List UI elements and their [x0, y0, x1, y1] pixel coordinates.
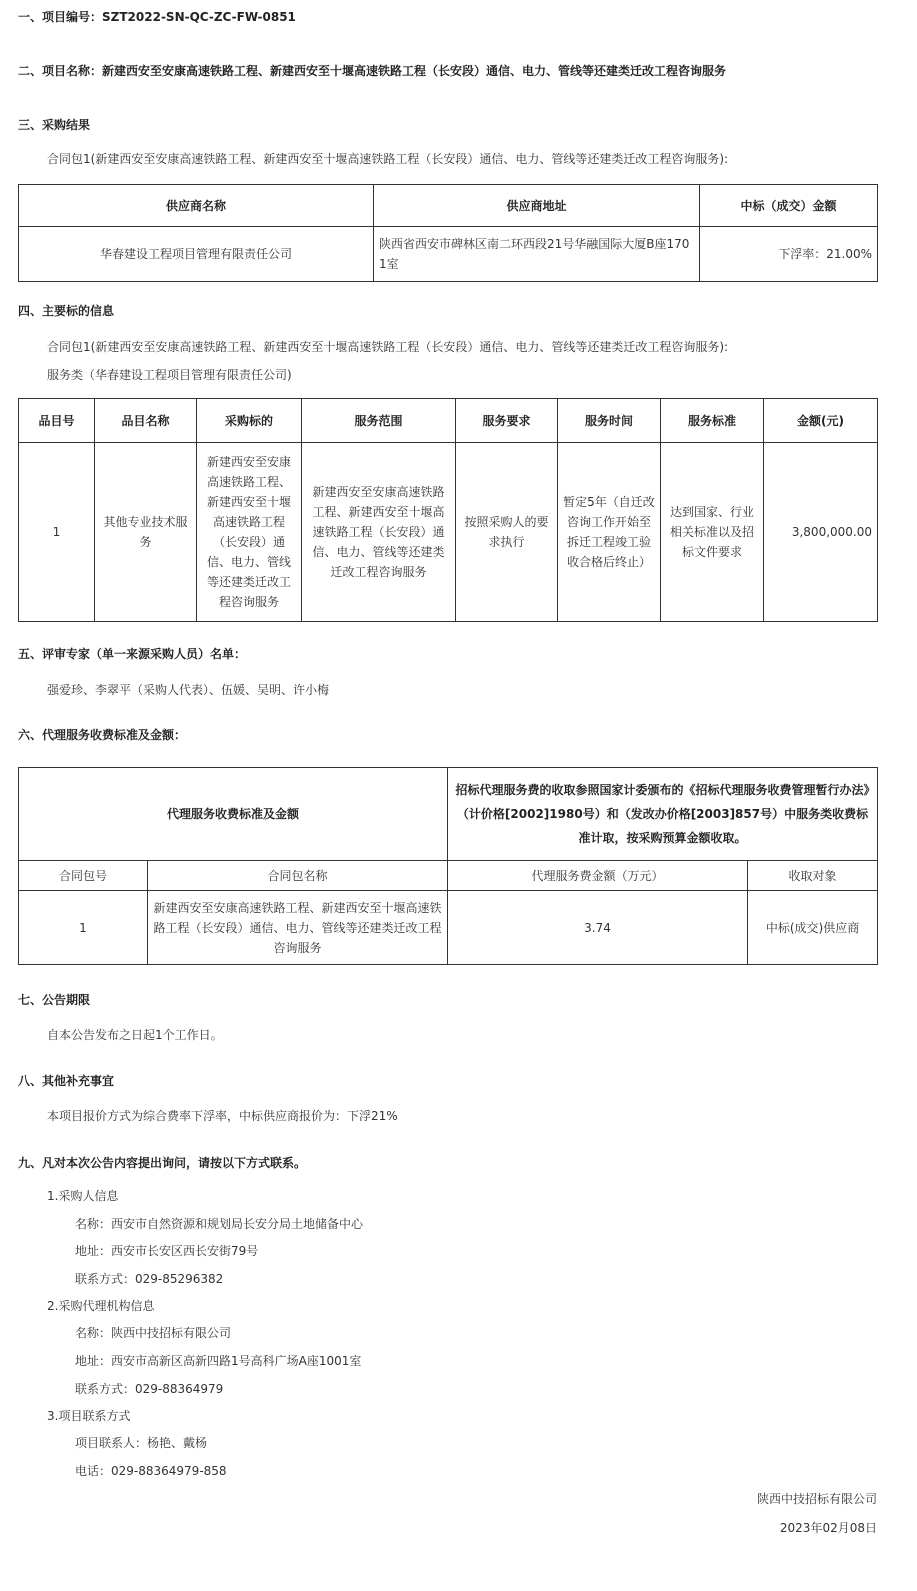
header-supplier-name: 供应商名称	[19, 185, 374, 227]
footer-org: 陕西中技招标有限公司	[756, 1492, 877, 1506]
subject-table	[18, 398, 878, 622]
header-time: 服务时间	[558, 399, 661, 443]
table-row	[19, 227, 878, 282]
section-8-title: 八、其他补充事宜	[18, 1074, 115, 1088]
section-9-title: 九、凡对本次公告内容提出询问，请按以下方式联系。	[18, 1156, 307, 1170]
header-requirement: 服务要求	[456, 399, 558, 443]
project-name	[18, 63, 726, 79]
agency-fee-subheader	[19, 861, 878, 891]
section-6-title: 六、代理服务收费标准及金额：	[18, 728, 187, 742]
footer-date: 2023年02月08日	[779, 1521, 877, 1535]
project-number-label: 一、项目编号：	[18, 10, 103, 24]
buyer-phone: 联系方式：029-85296382	[75, 1272, 224, 1286]
fee-target: 中标(成交)供应商	[748, 891, 878, 965]
agency-fee-left-header: 代理服务收费标准及金额	[19, 768, 448, 861]
agency-fee-header	[19, 768, 878, 861]
header-fee: 代理服务费金额（万元）	[448, 861, 748, 891]
agent-phone: 联系方式：029-88364979	[75, 1382, 224, 1396]
project-name-value: 新建西安至安康高速铁路工程、新建西安至十堰高速铁路工程（长安段）通信、电力、管线等还建类迁改工程咨询服务	[102, 64, 727, 78]
expert-names: 强爱珍、李翠平（采购人代表）、伍媛、吴明、许小梅	[47, 683, 330, 697]
header-package-no: 合同包号	[19, 861, 148, 891]
header-subject: 采购标的	[197, 399, 302, 443]
supplementary-info: 本项目报价方式为综合费率下浮率，中标供应商报价为：下浮21%	[47, 1109, 398, 1123]
contact-person: 项目联系人：杨艳、戴杨	[75, 1436, 208, 1450]
supplier-name: 华春建设工程项目管理有限责任公司	[19, 227, 374, 282]
agency-fee-table	[18, 767, 878, 965]
item-standard: 达到国家、行业相关标准以及招标文件要求	[661, 443, 764, 622]
notice-period: 自本公告发布之日起1个工作日。	[47, 1028, 223, 1042]
header-supplier-address: 供应商地址	[374, 185, 700, 227]
section-3-title: 三、采购结果	[18, 118, 91, 132]
package-name: 新建西安至安康高速铁路工程、新建西安至十堰高速铁路工程（长安段）通信、电力、管线等还建类迁改工程咨询服务	[148, 891, 448, 965]
agency-fee: 3.74	[448, 891, 748, 965]
project-number	[18, 9, 296, 25]
agent-address: 地址：西安市高新区高新四路1号高科广场A座1001室	[75, 1354, 362, 1368]
table-row	[19, 891, 878, 965]
bid-amount: 下浮率：21.00%	[700, 227, 878, 282]
agent-name: 名称：陕西中技招标有限公司	[75, 1326, 232, 1340]
result-table-header	[19, 185, 878, 227]
section-4-category-line: 服务类（华春建设工程项目管理有限责任公司)	[47, 368, 292, 382]
contact-phone: 电话：029-88364979-858	[75, 1464, 227, 1478]
header-amount: 金额(元)	[764, 399, 878, 443]
header-standard: 服务标准	[661, 399, 764, 443]
buyer-name: 名称：西安市自然资源和规划局长安分局土地储备中心	[75, 1217, 364, 1231]
agent-title: 2.采购代理机构信息	[47, 1299, 155, 1313]
table-row	[19, 443, 878, 622]
header-bid-amount: 中标（成交）金额	[700, 185, 878, 227]
header-item-name: 品目名称	[95, 399, 197, 443]
section-5-title: 五、评审专家（单一来源采购人员）名单：	[18, 647, 247, 661]
section-4-package-line: 合同包1(新建西安至安康高速铁路工程、新建西安至十堰高速铁路工程（长安段）通信、电力、管线等还建类迁改工程咨询服务):	[47, 340, 729, 354]
header-package-name: 合同包名称	[148, 861, 448, 891]
item-subject: 新建西安至安康高速铁路工程、新建西安至十堰高速铁路工程（长安段）通信、电力、管线等还建类迁改工程咨询服务	[197, 443, 302, 622]
agency-fee-right-header: 招标代理服务费的收取参照国家计委颁布的《招标代理服务收费管理暂行办法》（计价格[2002]1980号）和（发改办价格[2003]857号）中服务类收费标准计取，按采购预算金额收取。	[448, 768, 878, 861]
project-name-label: 二、项目名称：	[18, 64, 103, 78]
header-item-no: 品目号	[19, 399, 95, 443]
contact-title: 3.项目联系方式	[47, 1409, 131, 1423]
package-no: 1	[19, 891, 148, 965]
header-scope: 服务范围	[302, 399, 456, 443]
buyer-address: 地址：西安市长安区西长安街79号	[75, 1244, 259, 1258]
section-3-package-line: 合同包1(新建西安至安康高速铁路工程、新建西安至十堰高速铁路工程（长安段）通信、电力、管线等还建类迁改工程咨询服务):	[47, 152, 729, 166]
item-scope: 新建西安至安康高速铁路工程、新建西安至十堰高速铁路工程（长安段）通信、电力、管线等还建类迁改工程咨询服务	[302, 443, 456, 622]
item-requirement: 按照采购人的要求执行	[456, 443, 558, 622]
section-4-title: 四、主要标的信息	[18, 304, 115, 318]
item-no: 1	[19, 443, 95, 622]
item-time: 暂定5年（自迁改咨询工作开始至拆迁工程竣工验收合格后终止）	[558, 443, 661, 622]
item-name: 其他专业技术服务	[95, 443, 197, 622]
section-7-title: 七、公告期限	[18, 993, 91, 1007]
buyer-title: 1.采购人信息	[47, 1189, 119, 1203]
supplier-address: 陕西省西安市碑林区南二环西段21号华融国际大厦B座1701室	[374, 227, 700, 282]
result-table	[18, 184, 878, 282]
header-target: 收取对象	[748, 861, 878, 891]
item-amount: 3,800,000.00	[764, 443, 878, 622]
project-number-value: SZT2022-SN-QC-ZC-FW-0851	[102, 10, 296, 24]
subject-table-header	[19, 399, 878, 443]
